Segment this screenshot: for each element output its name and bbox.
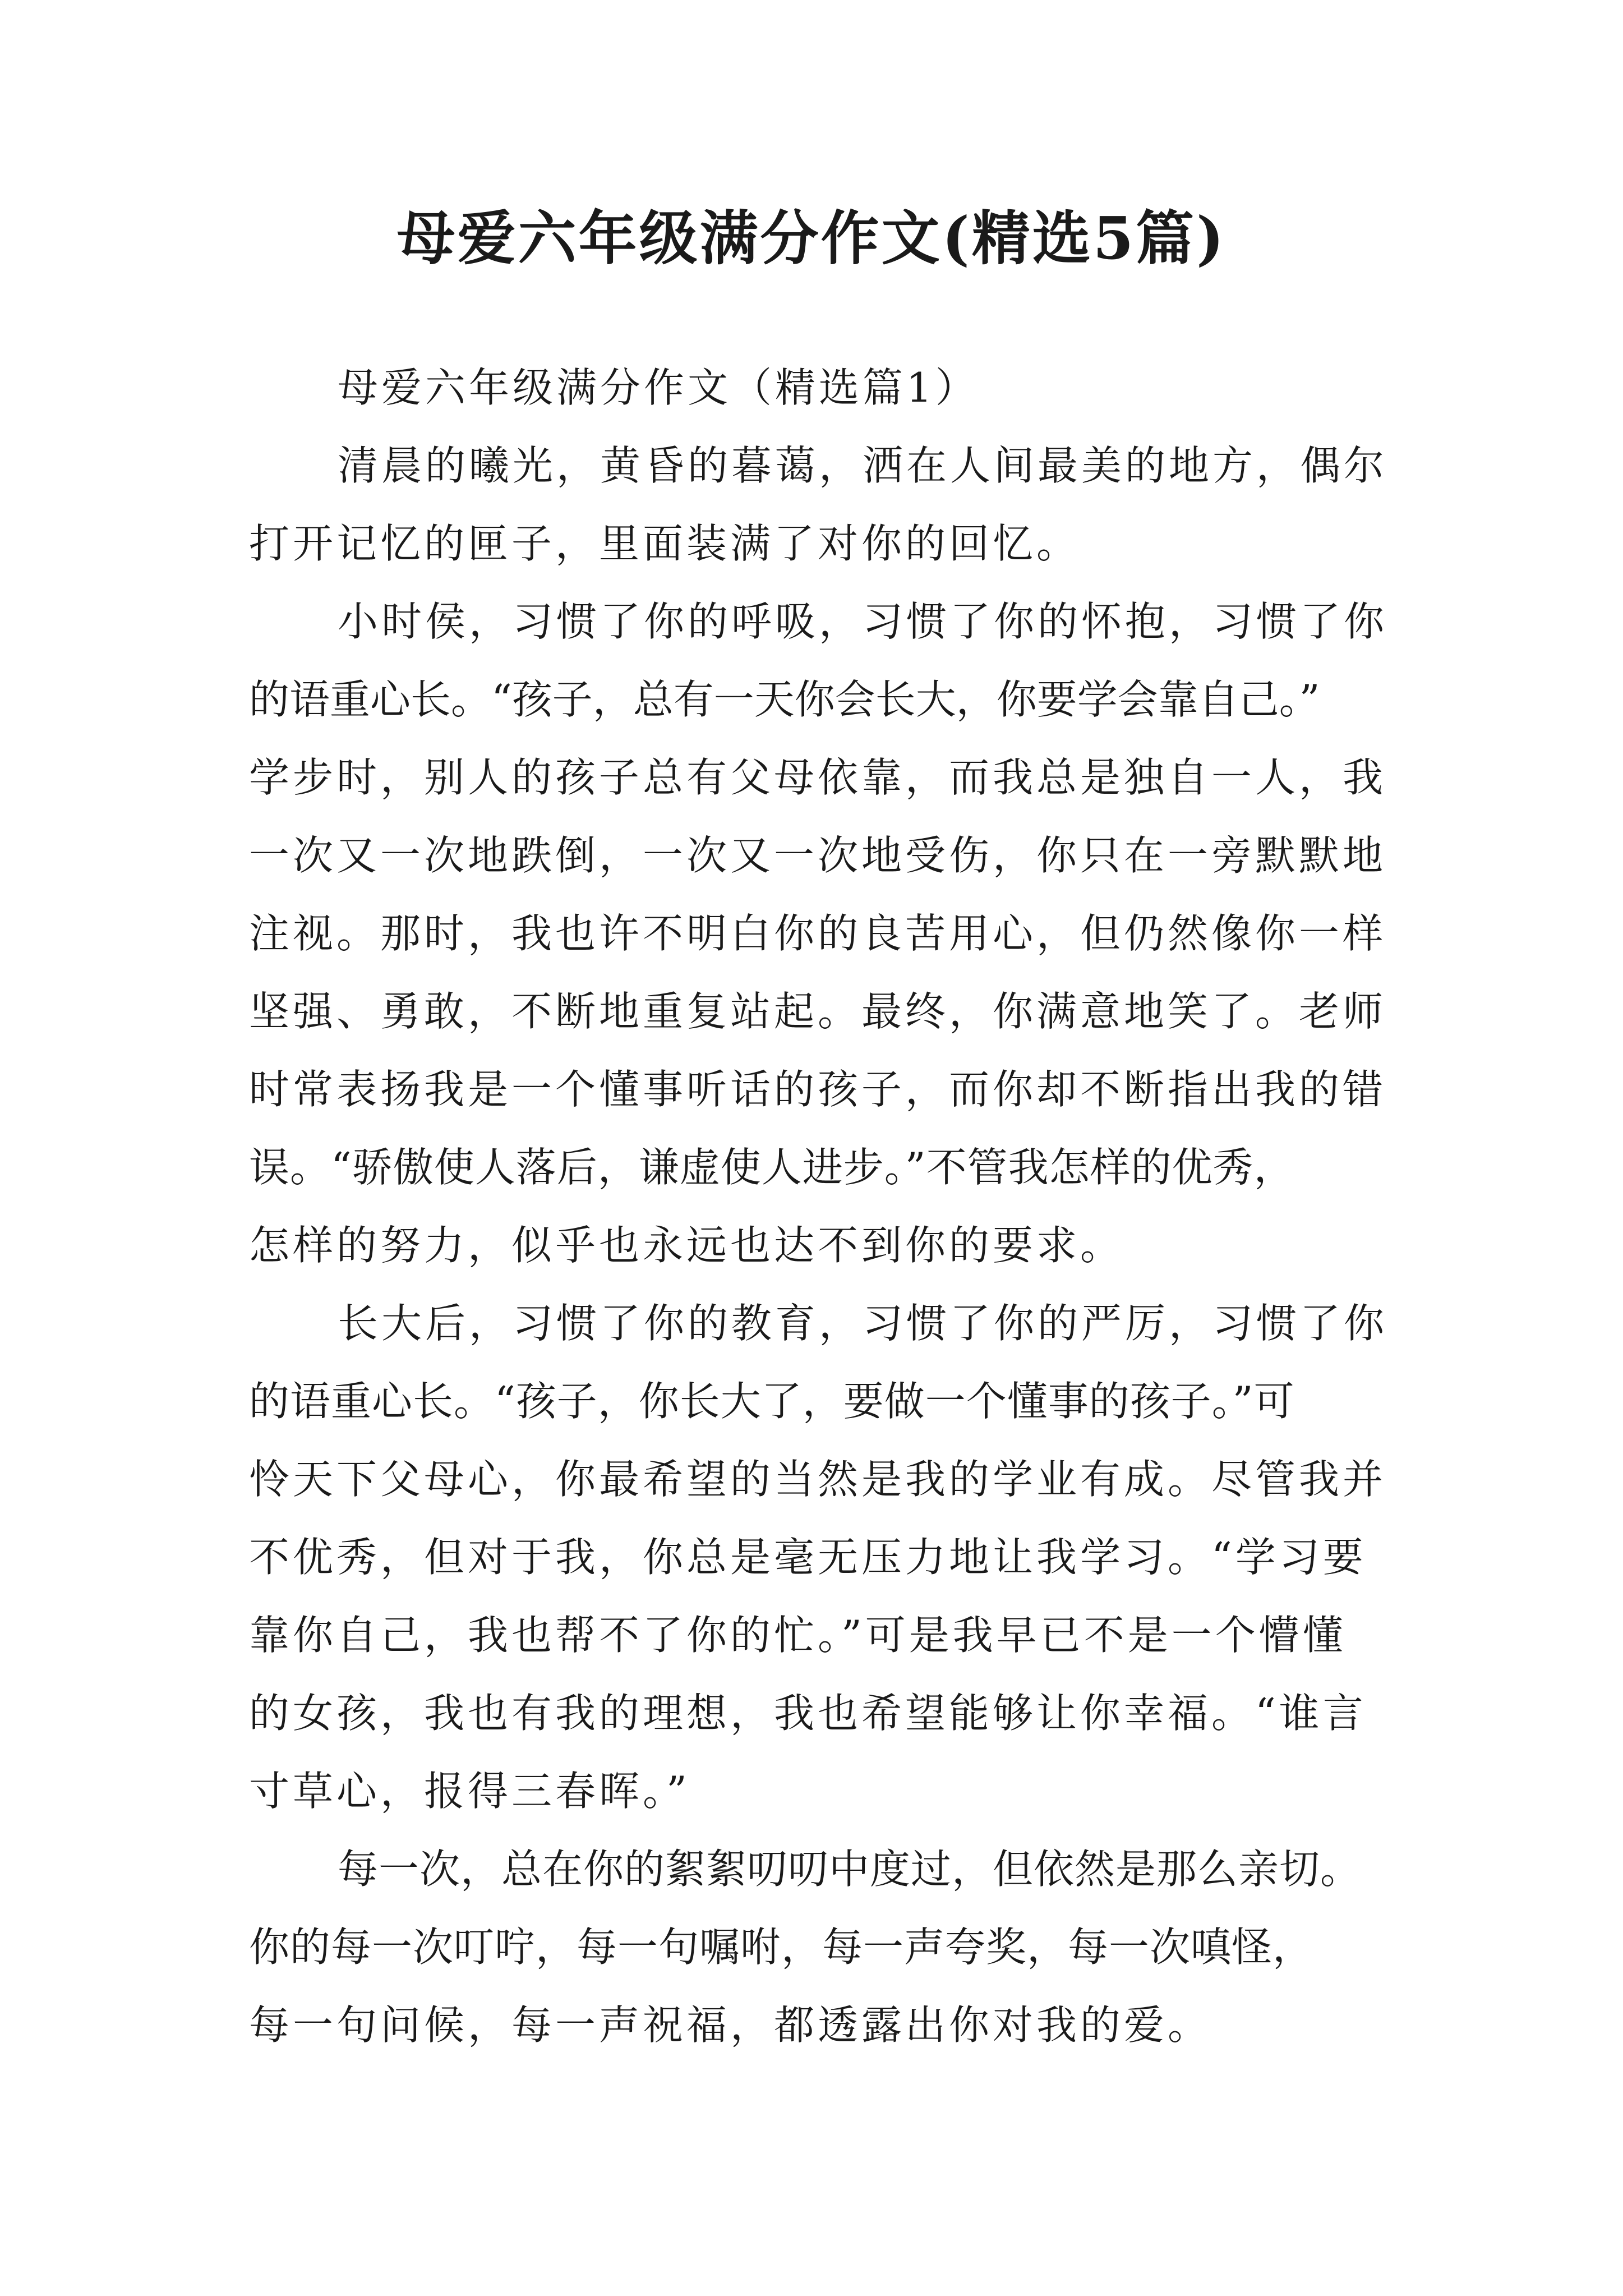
- paragraph-line: 每一句问候，每一声祝福，都透露出你对我的爱。: [249, 2001, 1212, 2049]
- paragraph-line: 不优秀，但对于我，你总是毫无压力地让我学习。“学习要: [249, 1534, 1367, 1581]
- paragraph-line: 时常表扬我是一个懂事听话的孩子，而你却不断指出我的错: [249, 1066, 1387, 1113]
- paragraph-line: 一次又一次地跌倒，一次又一次地受伤，你只在一旁默默地: [249, 832, 1387, 879]
- paragraph-line: 的女孩，我也有我的理想，我也希望能够让你幸福。“谁言: [249, 1690, 1367, 1737]
- paragraph-line: 的语重心长。“孩子，总有一天你会长大，你要学会靠自己。”: [249, 676, 1320, 723]
- section-heading: [249, 349, 1376, 427]
- paragraph-line: 打开记忆的匣子，里面装满了对你的回忆。: [249, 520, 1081, 567]
- paragraph-line: 每一次，总在你的絮絮叨叨中度过，但依然是那么亲切。: [338, 1846, 1362, 1893]
- section-heading-text: 母爱六年级满分作文（精选篇1）: [338, 364, 979, 411]
- paragraph-line: 你的每一次叮咛，每一句嘱咐，每一声夸奖，每一次嗔怪，: [249, 1924, 1314, 1971]
- paragraph-line: 误。“骄傲使人落后，谦虚使人进步。”不管我怎样的优秀，: [249, 1144, 1295, 1191]
- paragraph-3: [249, 1285, 1388, 1830]
- paragraph-1: [249, 427, 1388, 583]
- paragraph-line: 小时侯，习惯了你的呼吸，习惯了你的怀抱，习惯了你: [338, 598, 1388, 645]
- document-title: 母爱六年级满分作文(精选5篇): [396, 204, 1227, 273]
- paragraph-line: 怜天下父母心，你最希望的当然是我的学业有成。尽管我并: [249, 1456, 1387, 1503]
- paragraph-line: 坚强、勇敢，不断地重复站起。最终，你满意地笑了。老师: [249, 988, 1387, 1035]
- paragraph-line: 学步时，别人的孩子总有父母依靠，而我总是独自一人，我: [249, 754, 1387, 801]
- paragraph-line: 注视。那时，我也许不明白你的良苦用心，但仍然像你一样: [249, 910, 1387, 957]
- paragraph-2: [249, 583, 1388, 1285]
- paragraph-line: 寸草心，报得三春晖。”: [249, 1768, 690, 1815]
- paragraph-4: [249, 1830, 1376, 2064]
- paragraph-line: 长大后，习惯了你的教育，习惯了你的严厉，习惯了你: [338, 1300, 1388, 1347]
- document-body: [249, 349, 1388, 2064]
- paragraph-line: 清晨的曦光，黄昏的暮蔼，洒在人间最美的地方，偶尔: [338, 442, 1388, 489]
- paragraph-line: 怎样的努力，似乎也永远也达不到你的要求。: [249, 1222, 1124, 1269]
- paragraph-line: 的语重心长。“孩子，你长大了，要做一个懂事的孩子。”可: [249, 1378, 1295, 1425]
- paragraph-line: 靠你自己，我也帮不了你的忙。”可是我早已不是一个懵懂: [249, 1612, 1347, 1659]
